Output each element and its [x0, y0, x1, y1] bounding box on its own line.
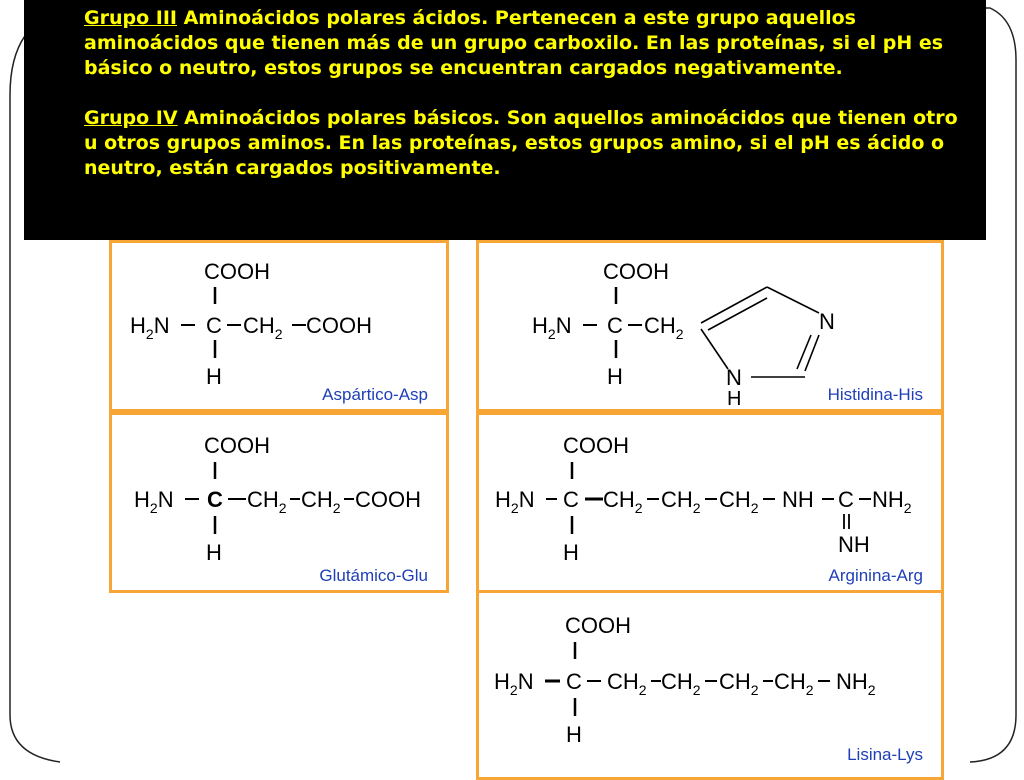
amino-label: $H_2N$	[134, 487, 174, 516]
arginina-structure	[479, 415, 941, 590]
ch2-label-2: $CH_2$	[661, 669, 701, 698]
hydrogen-label: H	[607, 364, 623, 389]
cooh-label: COOH	[565, 613, 631, 638]
ring-n-label: N	[819, 309, 835, 334]
ch2-label-4: $CH_2$	[774, 669, 814, 698]
ring-nh-h-label: H	[727, 388, 742, 409]
arginina-caption: Arginina-Arg	[828, 566, 923, 585]
glutamico-structure	[112, 415, 446, 590]
hydrogen-label: H	[206, 540, 222, 565]
nh2-label: $NH_2$	[836, 669, 876, 698]
imino-nh-label: NH	[838, 532, 870, 557]
ch2-label: $CH_2$	[644, 313, 684, 342]
header-text-box	[24, 0, 986, 240]
amino-label: $H_2N$	[495, 487, 535, 516]
aspartico-panel	[109, 240, 449, 412]
histidina-panel	[476, 240, 944, 412]
grupo3-paragraph	[84, 6, 968, 81]
cooh-label: COOH	[204, 259, 270, 284]
lisina-caption: Lisina-Lys	[847, 745, 923, 764]
grupo3-text: Aminoácidos polares ácidos. Pertenecen a este grupo aquellos aminoácidos que tienen más de un grupo carboxilo. En las proteínas, si el pH es básico o neutro, estos grupos se encuentran cargados negativamente.	[84, 7, 944, 79]
arginina-panel	[476, 412, 944, 593]
grupo4-label: Grupo IV	[84, 107, 178, 129]
ch2-label-3: $CH_2$	[719, 487, 759, 516]
amino-label: $H_2N$	[532, 313, 572, 342]
imidazole-ring	[701, 287, 819, 377]
alpha-carbon-label: C	[563, 487, 579, 512]
side-cooh-label: COOH	[355, 487, 421, 512]
alpha-carbon-label: C	[206, 313, 222, 338]
amino-label: $H_2N$	[130, 313, 170, 342]
ch2-label-3: $CH_2$	[719, 669, 759, 698]
side-cooh-label: COOH	[306, 313, 372, 338]
cooh-label: COOH	[563, 433, 629, 458]
ch2-label: $CH_2$	[247, 487, 287, 516]
alpha-carbon-label: C	[207, 487, 223, 512]
ring-nh-n-label: N	[726, 365, 742, 390]
alpha-carbon-label: C	[566, 669, 582, 694]
amino-label: $H_2N$	[494, 669, 534, 698]
ch2-label-2: $CH_2$	[661, 487, 701, 516]
glutamico-panel	[109, 412, 449, 593]
hydrogen-label: H	[206, 364, 222, 389]
cooh-label: COOH	[603, 259, 669, 284]
cooh-label: COOH	[204, 433, 270, 458]
alpha-carbon-label: C	[607, 313, 623, 338]
hydrogen-label: H	[566, 722, 582, 747]
histidina-caption: Histidina-His	[827, 385, 923, 404]
grupo4-paragraph	[84, 106, 968, 181]
glutamico-caption: Glutámico-Glu	[319, 566, 428, 585]
nh2-label: $NH_2$	[872, 487, 912, 516]
ch2-label: $CH_2$	[607, 669, 647, 698]
grupo3-label: Grupo III	[84, 7, 177, 29]
lisina-panel	[476, 590, 944, 780]
guanidino-c-label: C	[838, 487, 854, 512]
nh-label: NH	[782, 487, 814, 512]
ch2-label: $CH_2$	[243, 313, 283, 342]
hydrogen-label: H	[563, 540, 579, 565]
ch2-label: $CH_2$	[603, 487, 643, 516]
ch2-label-2: $CH_2$	[301, 487, 341, 516]
grupo4-text: Aminoácidos polares básicos. Son aquellos aminoácidos que tienen otro u otros grupos aminos. En las proteínas, estos grupos amino, si el pH es ácido o neutro, están cargados positivamente.	[84, 107, 958, 179]
aspartico-caption: Aspártico-Asp	[322, 385, 428, 404]
